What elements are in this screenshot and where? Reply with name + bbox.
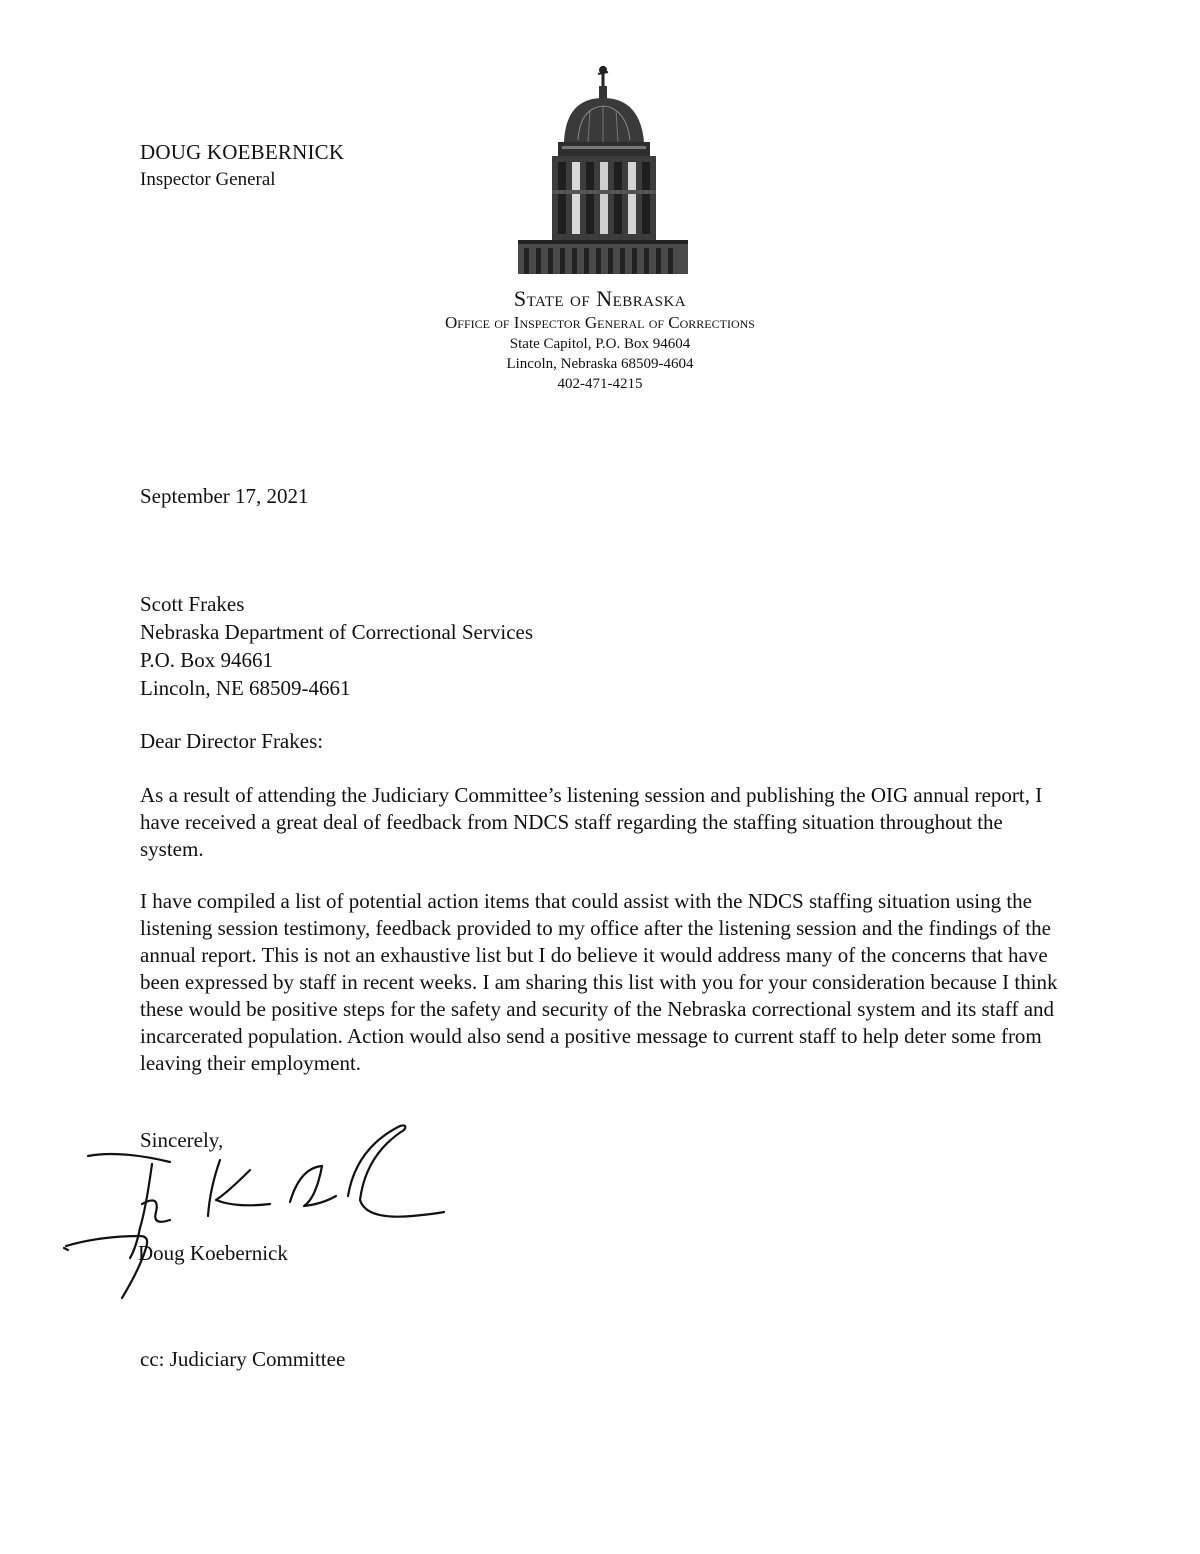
office-name: Office of Inspector General of Corrections (445, 313, 755, 332)
paragraph-text: I have compiled a list of potential action items that could assist with the NDCS staffing situation using the listening session testimony, feedback provided to my office after the listening session and the findings of the annual report. This is not an exhaustive list but I do believe it would address many of the concerns that have been expressed by staff in recent weeks. I am sharing this list with you for your consideration because I think these would be positive steps for the safety and security of the Nebraska correctional system and its staff and incarcerated population. Action would also send a positive message to current staff to help deter some from leaving their employment. (140, 889, 1058, 1075)
office-address-line2: Lincoln, Nebraska 68509-4604 (506, 356, 694, 372)
letter-date: September 17, 2021 (140, 484, 309, 508)
sender-name: DOUG KOEBERNICK (140, 140, 345, 164)
sender-title: Inspector General (140, 169, 276, 190)
recipient-name: Scott Frakes (140, 592, 245, 616)
body-paragraph (140, 782, 1060, 863)
cc-line: cc: Judiciary Committee (140, 1347, 346, 1371)
recipient-address (140, 590, 533, 702)
handwritten-signature (60, 1108, 460, 1308)
recipient-organization: Nebraska Department of Correctional Services (140, 620, 534, 644)
salutation: Dear Director Frakes: (140, 729, 324, 753)
paragraph-text: As a result of attending the Judiciary Committee’s listening session and publishing the OIG annual report, I have received a great deal of feedback from NDCS staff regarding the staffing situation throughout the system. (140, 783, 1043, 861)
recipient-city: Lincoln, NE 68509-4661 (140, 676, 351, 700)
state-name: State of Nebraska (513, 286, 687, 311)
capitol-building-icon (508, 62, 688, 276)
office-letterhead (380, 286, 820, 394)
recipient-po-box: P.O. Box 94661 (140, 648, 274, 672)
body-paragraph (140, 888, 1060, 1077)
closing: Sincerely, (140, 1128, 224, 1152)
office-phone: 402-471-4215 (557, 376, 643, 392)
signer-name: Doug Koebernick (138, 1241, 288, 1265)
office-address-line1: State Capitol, P.O. Box 94604 (509, 336, 691, 352)
